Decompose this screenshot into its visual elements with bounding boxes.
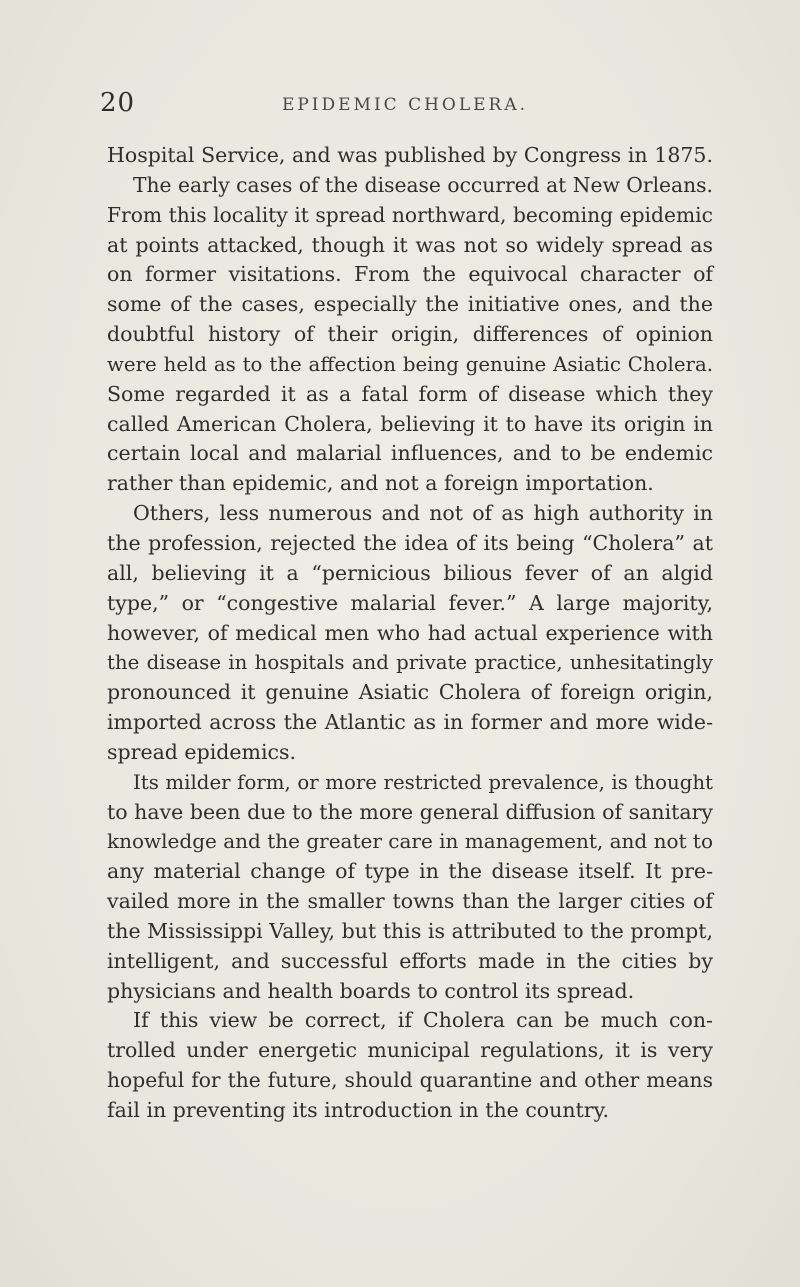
- text-line: called American Cholera, believing it to have its origin in: [107, 411, 713, 436]
- text-line: Some regarded it as a fatal form of disease which they: [107, 381, 713, 406]
- text-line: at points attacked, though it was not so widely spread as: [107, 232, 713, 257]
- text-line: physicians and health boards to control its spread.: [107, 978, 635, 1003]
- text-line: If this view be correct, if Cholera can be much con-: [133, 1008, 713, 1033]
- page-number: 20: [100, 88, 136, 118]
- text-line: were held as to the affection being genuine Asiatic Cholera.: [107, 352, 713, 376]
- text-line: trolled under energetic municipal regulations, it is very: [107, 1038, 713, 1063]
- text-line: however, of medical men who had actual experience with: [107, 620, 713, 645]
- text-line: Hospital Service, and was published by Congress in 1875.: [107, 143, 713, 167]
- text-line: From this locality it spread northward, becoming epidemic: [107, 202, 713, 227]
- text-line: spread epidemics.: [107, 739, 297, 764]
- page-header: [100, 88, 710, 122]
- text-line: certain local and malarial influences, and to be endemic: [107, 441, 713, 466]
- text-line: pronounced it genuine Asiatic Cholera of foreign origin,: [107, 680, 713, 705]
- text-line: Its milder form, or more restricted prevalence, is thought: [133, 770, 713, 794]
- text-line: Others, less numerous and not of as high authority in: [133, 501, 713, 526]
- text-line: hopeful for the future, should quarantine and other means: [107, 1068, 713, 1093]
- text-line: type,” or “congestive malarial fever.” A large majority,: [107, 590, 713, 615]
- text-line: some of the cases, especially the initiative ones, and the: [107, 292, 713, 317]
- running-head: EPIDEMIC CHOLERA.: [281, 95, 529, 115]
- text-line: on former visitations. From the equivocal character of: [107, 262, 713, 287]
- text-line: all, believing it a “pernicious bilious fever of an algid: [107, 560, 713, 585]
- text-line: rather than epidemic, and not a foreign importation.: [107, 471, 654, 496]
- text-line: the disease in hospitals and private practice, unhesitatingly: [107, 651, 713, 675]
- text-line: imported across the Atlantic as in former and more wide-: [107, 710, 713, 735]
- text-line: the Mississippi Valley, but this is attributed to the prompt,: [107, 918, 713, 943]
- body-text: [107, 141, 713, 1126]
- text-line: vailed more in the smaller towns than the larger cities of: [107, 889, 713, 914]
- text-line: intelligent, and successful efforts made in the cities by: [107, 948, 713, 973]
- text-line: fail in preventing its introduction in the country.: [107, 1098, 609, 1122]
- text-line: The early cases of the disease occurred at New Orleans.: [133, 172, 713, 197]
- text-line: knowledge and the greater care in management, and not to: [107, 829, 713, 854]
- text-line: doubtful history of their origin, differences of opinion: [107, 322, 713, 347]
- text-line: to have been due to the more general diffusion of sanitary: [107, 799, 713, 824]
- text-line: any material change of type in the disease itself. It pre-: [107, 859, 713, 884]
- text-line: the profession, rejected the idea of its being “Cholera” at: [107, 530, 713, 555]
